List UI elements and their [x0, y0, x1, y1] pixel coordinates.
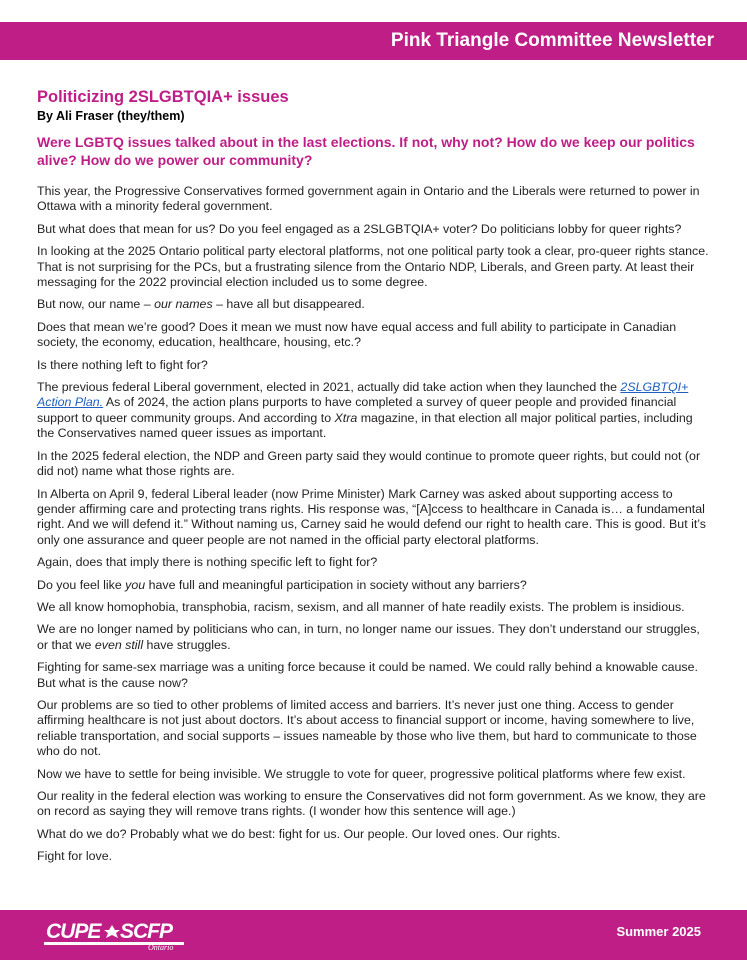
logo-cupe-text: CUPE	[46, 920, 101, 943]
text-run: magazine, in that election all major political parties, including the Conservatives named queer issues as important.	[37, 410, 693, 441]
text-run: As of 2024, the action plans purports to have completed a survey of queer people and provided financial support to queer community groups. And according to	[37, 395, 677, 425]
lede: Were LGBTQ issues talked about in the last elections. If not, why not? How do we keep our politics alive? How do we power our community?	[37, 134, 695, 168]
article-body	[37, 184, 709, 865]
byline: By Ali Fraser (they/them)	[37, 109, 185, 123]
text-run: have struggles.	[143, 637, 231, 652]
cupe-scfp-logo	[44, 916, 194, 950]
paragraph: Now we have to settle for being invisible. We struggle to vote for queer, progressive political platforms where few exist.	[37, 766, 686, 781]
text-run: The previous federal Liberal government, elected in 2021, actually did take action when they launched the	[37, 380, 621, 395]
paragraph: Is there nothing left to fight for?	[37, 357, 208, 372]
paragraph	[37, 578, 709, 593]
paragraph	[37, 380, 709, 442]
footer-bar	[0, 910, 747, 960]
text-run: have full and meaningful participation in society without any barriers?	[145, 577, 527, 592]
paragraph: This year, the Progressive Conservatives formed government again in Ontario and the Liberals were returned to power in Ottawa with a minority federal government.	[37, 184, 700, 214]
issue-season: Summer 2025	[616, 924, 701, 939]
text-run: Do you feel like	[37, 577, 126, 592]
logo-scfp-text: SCFP	[120, 920, 173, 943]
emphasis: our names	[154, 297, 213, 312]
text-run: But now, our name –	[37, 297, 155, 312]
text-run: We are no longer named by politicians who can, in turn, no longer name our issues. They don’t understand our struggles, or that we	[37, 622, 700, 652]
maple-leaf-icon	[104, 925, 120, 938]
paragraph: In Alberta on April 9, federal Liberal leader (now Prime Minister) Mark Carney was asked about supporting access to gender affirming care and protecting trans rights. His response was, “[A]ccess to healthcare in Canada is… a fundamental right. And we will defend it.” Without naming us, Carney said he would defend our right to health care. This is good. But it’s only one assurance and queer people are not named in the official party electoral platforms.	[37, 486, 707, 547]
header-bar	[0, 22, 747, 60]
article	[37, 86, 709, 872]
paragraph: We all know homophobia, transphobia, racism, sexism, and all manner of hate readily exists. The problem is insidious.	[37, 599, 685, 614]
paragraph: In looking at the 2025 Ontario political party electoral platforms, not one political party took a clear, pro-queer rights stance. That is not surprising for the PCs, but a frustrating silence from the Ontario NDP, Liberals, and Green party. At least their messaging for the 2022 provincial election included us to some degree.	[37, 244, 709, 290]
article-title: Politicizing 2SLGBTQIA+ issues	[37, 88, 289, 106]
text-run: – have all but disappeared.	[212, 297, 365, 312]
paragraph: Our reality in the federal election was working to ensure the Conservatives did not form government. As we know, they are on record as saying they will remove trans rights. (I wonder how this sentence will age.)	[37, 789, 706, 819]
paragraph: Does that mean we’re good? Does it mean we must now have equal access and full ability to participate in Canadian society, the economy, education, healthcare, housing, etc.?	[37, 319, 677, 350]
emphasis: Xtra	[334, 410, 358, 425]
emphasis: you	[125, 577, 146, 592]
paragraph: Again, does that imply there is nothing specific left to fight for?	[37, 555, 378, 570]
paragraph: Fighting for same-sex marriage was a uniting force because it could be named. We could rally behind a knowable cause. But what is the cause now?	[37, 660, 698, 690]
paragraph: Our problems are so tied to other problems of limited access and barriers. It’s never just one thing. Access to gender affirming healthcare is not just about doctors. It’s about access to financial support or income, having somewhere to live, reliable transportation, and social supports – issues nameable by those who live them, but hard to communicate to those who do not.	[37, 697, 697, 759]
paragraph: But what does that mean for us? Do you feel engaged as a 2SLGBTQIA+ voter? Do politicians lobby for queer rights?	[37, 221, 682, 236]
paragraph	[37, 297, 709, 312]
paragraph: What do we do? Probably what we do best: fight for us. Our people. Our loved ones. Our rights.	[37, 826, 561, 841]
paragraph	[37, 622, 709, 653]
logo-region-text: Ontario	[148, 943, 174, 950]
paragraph: Fight for love.	[37, 849, 113, 864]
emphasis: even still	[94, 637, 144, 652]
paragraph: In the 2025 federal election, the NDP and Green party said they would continue to promote queer rights, but could not (or did not) name what those rights are.	[37, 448, 701, 479]
action-plan-link[interactable]: 2SLGBTQI+ Action Plan.	[37, 380, 689, 410]
newsletter-title: Pink Triangle Committee Newsletter	[390, 30, 714, 51]
